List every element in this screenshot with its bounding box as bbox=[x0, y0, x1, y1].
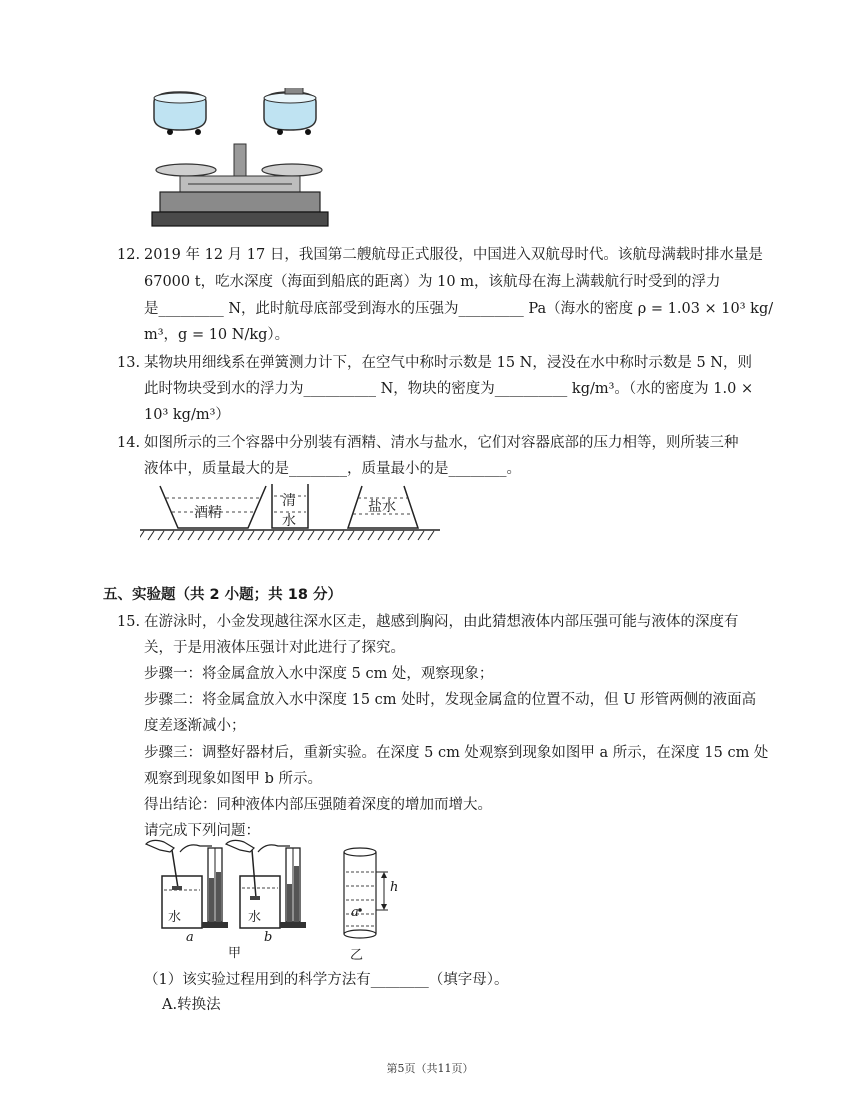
q12-number: 12. bbox=[117, 247, 141, 263]
section-title: 五、实验题（共 2 小题；共 18 分） bbox=[103, 587, 342, 603]
container-label-alcohol: 酒精 bbox=[194, 505, 222, 521]
q15-step2-line2: 度差逐渐减小； bbox=[144, 718, 246, 734]
q14-text-line1: 如图所示的三个容器中分别装有酒精、清水与盐水，它们对容器底部的压力相等，则所装三种 bbox=[144, 435, 739, 451]
q12-text-line3: 是_________ N，此时航母底部受到海水的压强为_________ Pa（海水的密度 ρ = 1.03 × 10³ kg/ bbox=[144, 301, 774, 317]
q14-text-line2: 液体中，质量最大的是________，质量最小的是________。 bbox=[144, 461, 521, 477]
q12-text-line4: m³，g = 10 N/kg）。 bbox=[144, 327, 290, 343]
q15-step2-line1: 步骤二：将金属盒放入水中深度 15 cm 处时，发现金属盒的位置不动，但 U 形管两侧的液面高 bbox=[144, 692, 757, 708]
q15-step3-line1: 步骤三：调整好器材后，重新实验。在深度 5 cm 处观察到现象如图甲 a 所示，在深度 15 cm 处 bbox=[144, 745, 769, 761]
q15-conclusion: 得出结论：同种液体内部压强随着深度的增加而增大。 bbox=[144, 797, 492, 813]
fig-water-b: 水 bbox=[248, 910, 262, 925]
q15-step3-line2: 观察到现象如图甲 b 所示。 bbox=[144, 771, 322, 787]
q15-prompt: 请完成下列问题： bbox=[144, 823, 260, 839]
q15-sub1: （1）该实验过程用到的科学方法有________（填字母）。 bbox=[144, 972, 509, 988]
q12-text-line1: 2019 年 12 月 17 日，我国第二艘航母正式服役，中国进入双航母时代。该航母满载时排水量是 bbox=[144, 247, 763, 263]
q15-text-line1: 在游泳时，小金发现越往深水区走，越感到胸闷，由此猜想液体内部压强可能与液体的深度有 bbox=[144, 614, 739, 630]
container-label-water-1: 清 bbox=[282, 493, 296, 509]
fig-label-yi: 乙 bbox=[350, 948, 364, 963]
fig-water-a: 水 bbox=[168, 910, 182, 925]
q13-text-line1: 某物块用细线系在弹簧测力计下，在空气中称时示数是 15 N，浸没在水中称时示数是 5 N，则 bbox=[144, 355, 752, 371]
fig-label-b: b bbox=[264, 930, 273, 945]
fig-label-a: a bbox=[186, 930, 194, 945]
q13-number: 13. bbox=[117, 355, 141, 371]
page-footer: 第5页（共11页） bbox=[386, 1062, 474, 1075]
q15-option-a: A.转换法 bbox=[162, 997, 221, 1013]
q14-number: 14. bbox=[117, 435, 141, 451]
fig-label-h: h bbox=[390, 880, 399, 895]
container-label-salt: 盐水 bbox=[368, 499, 396, 515]
q15-step1: 步骤一：将金属盒放入水中深度 5 cm 处，观察现象； bbox=[144, 666, 494, 682]
q13-text-line2: 此时物块受到水的浮力为__________ N，物块的密度为__________ kg/m³。（水的密度为 1.0 × bbox=[144, 381, 754, 397]
fig-label-a2: a bbox=[351, 905, 359, 920]
q13-text-line3: 10³ kg/m³） bbox=[144, 407, 230, 423]
balance-figure bbox=[140, 88, 340, 238]
container-label-water-2: 水 bbox=[282, 513, 296, 529]
q12-text-line2: 67000 t，吃水深度（海面到船底的距离）为 10 m，该航母在海上满载航行时受到的浮力 bbox=[144, 274, 721, 290]
q15-number: 15. bbox=[117, 614, 141, 630]
fig-label-jia: 甲 bbox=[228, 946, 242, 961]
q15-text-line2: 关，于是用液体压强计对此进行了探究。 bbox=[144, 640, 405, 656]
